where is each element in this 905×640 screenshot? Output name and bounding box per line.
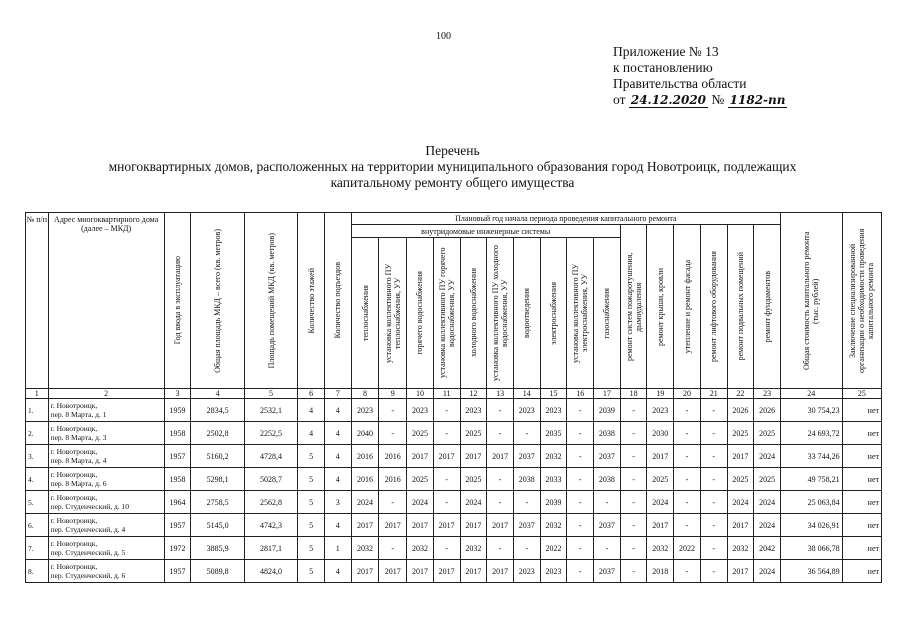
row-plan-year: 2025 <box>727 468 754 491</box>
appendix-line-3: Правительства области <box>613 76 747 91</box>
row-address <box>48 468 164 491</box>
row-plan-year: - <box>487 422 514 445</box>
row-plan-year: - <box>567 399 594 422</box>
row-area-total: 2758,5 <box>191 491 244 514</box>
row-plan-year: - <box>620 514 647 537</box>
row-plan-year: - <box>567 537 594 560</box>
row-plan-year: 2022 <box>674 537 701 560</box>
column-number: 21 <box>700 389 727 399</box>
row-plan-year: 2037 <box>594 514 621 537</box>
header-system-2: установка коллективного ПУ теплоснабжения, УУ <box>379 238 407 389</box>
row-conclusion: нет <box>842 445 881 468</box>
row-plan-year: 2023 <box>513 399 540 422</box>
handwritten-date: 24.12.2020 <box>630 93 707 107</box>
row-plan-year: 2017 <box>379 560 407 583</box>
row-plan-year: 2025 <box>647 468 674 491</box>
column-number: 25 <box>842 389 881 399</box>
row-plan-year: - <box>513 537 540 560</box>
column-number: 4 <box>191 389 244 399</box>
row-plan-year: - <box>674 514 701 537</box>
row-plan-year: 2016 <box>379 468 407 491</box>
row-area-total: 3885,9 <box>191 537 244 560</box>
column-number: 12 <box>460 389 487 399</box>
row-year: 1957 <box>164 560 191 583</box>
row-entrances: 4 <box>324 399 351 422</box>
column-number: 20 <box>674 389 701 399</box>
row-plan-year: 2025 <box>754 422 781 445</box>
row-entrances: 4 <box>324 422 351 445</box>
row-area-rooms: 4742,3 <box>244 514 297 537</box>
address-street: пер. Студенческий, д. 6 <box>50 571 126 580</box>
header-conclusion: Заключение специализированной организации о необходимости проведения капитального ремонта <box>842 213 881 389</box>
table-row <box>26 560 882 583</box>
column-number: 10 <box>407 389 434 399</box>
row-area-total: 5160,2 <box>191 445 244 468</box>
row-plan-year: - <box>379 422 407 445</box>
header-cost: Общая стоимость капитального ремонта (тыс. рублей) <box>780 213 842 389</box>
row-entrances: 4 <box>324 468 351 491</box>
row-plan-year: - <box>700 560 727 583</box>
row-conclusion: нет <box>842 537 881 560</box>
row-plan-year: 2023 <box>540 399 567 422</box>
row-plan-year: 2038 <box>513 468 540 491</box>
row-entrances: 4 <box>324 514 351 537</box>
appendix-line-1: Приложение № 13 <box>613 44 719 59</box>
row-plan-year: - <box>700 468 727 491</box>
row-plan-year: 2017 <box>487 560 514 583</box>
table-row <box>26 537 882 560</box>
column-number: 18 <box>620 389 647 399</box>
row-plan-year: 2017 <box>407 514 434 537</box>
column-number: 5 <box>244 389 297 399</box>
row-floors: 5 <box>298 445 325 468</box>
header-plan: Плановый год начала периода проведения капитального ремонта <box>351 213 780 225</box>
row-plan-year: 2040 <box>351 422 379 445</box>
row-cost: 25 063,84 <box>780 491 842 514</box>
table-row <box>26 468 882 491</box>
row-year: 1957 <box>164 445 191 468</box>
row-plan-year: 2032 <box>540 445 567 468</box>
row-area-total: 2834,5 <box>191 399 244 422</box>
row-plan-year: 2017 <box>647 514 674 537</box>
row-cost: 36 564,89 <box>780 560 842 583</box>
row-area-rooms: 5028,7 <box>244 468 297 491</box>
row-plan-year: - <box>567 445 594 468</box>
header-system-1: теплоснабжения <box>351 238 379 389</box>
row-plan-year: 2042 <box>754 537 781 560</box>
row-number: 1. <box>26 399 49 422</box>
row-plan-year: 2037 <box>594 445 621 468</box>
row-plan-year: 2032 <box>540 514 567 537</box>
row-address <box>48 422 164 445</box>
row-cost: 49 758,21 <box>780 468 842 491</box>
row-plan-year: 2017 <box>727 514 754 537</box>
row-plan-year: - <box>513 491 540 514</box>
table-row <box>26 514 882 537</box>
row-plan-year: - <box>700 422 727 445</box>
column-number: 16 <box>567 389 594 399</box>
address-city: г. Новотроицк, <box>50 447 98 456</box>
row-address <box>48 560 164 583</box>
row-plan-year: - <box>513 422 540 445</box>
row-area-rooms: 2252,5 <box>244 422 297 445</box>
row-plan-year: 2023 <box>407 399 434 422</box>
address-street: пер. 8 Марта, д. 4 <box>50 456 107 465</box>
row-plan-year: - <box>433 537 460 560</box>
header-system-3: горячего водоснабжения <box>407 238 434 389</box>
row-year: 1959 <box>164 399 191 422</box>
row-plan-year: 2024 <box>754 560 781 583</box>
row-plan-year: 2023 <box>460 399 487 422</box>
row-floors: 5 <box>298 491 325 514</box>
from-label: от <box>613 92 626 107</box>
row-plan-year: 2024 <box>754 445 781 468</box>
column-number: 14 <box>513 389 540 399</box>
row-plan-year: 2017 <box>379 514 407 537</box>
row-year: 1972 <box>164 537 191 560</box>
header-entrances: Количество подъездов <box>324 213 351 389</box>
row-plan-year: - <box>567 468 594 491</box>
header-roof: ремонт крыши, кровли <box>647 225 674 389</box>
row-plan-year: 2025 <box>407 422 434 445</box>
title-line-2: многоквартирных домов, расположенных на территории муниципального образования город Новотроицк, подлежащих <box>108 159 797 174</box>
row-plan-year: - <box>487 537 514 560</box>
row-conclusion: нет <box>842 399 881 422</box>
row-plan-year: 2032 <box>727 537 754 560</box>
row-floors: 4 <box>298 399 325 422</box>
row-floors: 5 <box>298 537 325 560</box>
row-conclusion: нет <box>842 514 881 537</box>
column-number: 24 <box>780 389 842 399</box>
header-foundation: ремонт фундаментов <box>754 225 781 389</box>
row-plan-year: - <box>487 399 514 422</box>
table-row <box>26 445 882 468</box>
row-plan-year: - <box>674 468 701 491</box>
row-address <box>48 514 164 537</box>
row-plan-year: 2032 <box>647 537 674 560</box>
row-area-rooms: 4824,0 <box>244 560 297 583</box>
row-number: 8. <box>26 560 49 583</box>
header-system-8: электроснабжения <box>540 238 567 389</box>
row-plan-year: 2025 <box>460 468 487 491</box>
header-system-5: холодного водоснабжения <box>460 238 487 389</box>
row-plan-year: - <box>700 399 727 422</box>
row-plan-year: 2024 <box>727 491 754 514</box>
row-plan-year: - <box>594 537 621 560</box>
header-lift: ремонт лифтового оборудования <box>700 225 727 389</box>
column-number: 22 <box>727 389 754 399</box>
row-plan-year: 2017 <box>460 445 487 468</box>
row-plan-year: 2039 <box>540 491 567 514</box>
row-address <box>48 537 164 560</box>
row-plan-year: - <box>487 491 514 514</box>
row-plan-year: 2038 <box>594 422 621 445</box>
row-plan-year: - <box>620 560 647 583</box>
row-address <box>48 399 164 422</box>
row-entrances: 4 <box>324 445 351 468</box>
row-plan-year: 2017 <box>433 514 460 537</box>
appendix-line-4 <box>613 92 787 108</box>
row-plan-year: - <box>674 491 701 514</box>
row-area-total: 5298,1 <box>191 468 244 491</box>
row-floors: 5 <box>298 468 325 491</box>
header-internal-systems: внутридомовые инженерные системы <box>351 225 620 238</box>
row-plan-year: 2035 <box>540 422 567 445</box>
row-plan-year: - <box>674 445 701 468</box>
row-plan-year: 2017 <box>727 560 754 583</box>
row-plan-year: - <box>433 491 460 514</box>
row-plan-year: - <box>674 560 701 583</box>
row-plan-year: 2033 <box>540 468 567 491</box>
row-plan-year: 2025 <box>754 468 781 491</box>
row-entrances: 4 <box>324 560 351 583</box>
column-number: 13 <box>487 389 514 399</box>
address-street: пер. Студенческий, д. 4 <box>50 525 126 534</box>
row-number: 3. <box>26 445 49 468</box>
row-area-rooms: 2817,1 <box>244 537 297 560</box>
address-city: г. Новотроицк, <box>50 562 98 571</box>
row-entrances: 1 <box>324 537 351 560</box>
row-plan-year: 2017 <box>433 560 460 583</box>
column-number: 17 <box>594 389 621 399</box>
row-floors: 5 <box>298 514 325 537</box>
row-area-rooms: 2562,8 <box>244 491 297 514</box>
row-plan-year: 2016 <box>351 445 379 468</box>
column-number: 19 <box>647 389 674 399</box>
column-number: 23 <box>754 389 781 399</box>
row-entrances: 3 <box>324 491 351 514</box>
row-year: 1957 <box>164 514 191 537</box>
row-area-rooms: 4728,4 <box>244 445 297 468</box>
row-plan-year: - <box>567 560 594 583</box>
row-cost: 33 744,26 <box>780 445 842 468</box>
header-floors: Количество этажей <box>298 213 325 389</box>
row-plan-year: - <box>433 422 460 445</box>
row-plan-year: - <box>379 537 407 560</box>
row-plan-year: 2024 <box>647 491 674 514</box>
address-city: г. Новотроицк, <box>50 539 98 548</box>
row-plan-year: 2017 <box>647 445 674 468</box>
buildings-table <box>25 212 882 583</box>
row-plan-year: 2023 <box>540 560 567 583</box>
row-plan-year: - <box>620 468 647 491</box>
address-street: пер. Студенческий, д. 5 <box>50 548 126 557</box>
row-conclusion: нет <box>842 491 881 514</box>
row-plan-year: 2024 <box>460 491 487 514</box>
number-label: № <box>711 92 725 107</box>
row-year: 1964 <box>164 491 191 514</box>
row-plan-year: 2032 <box>460 537 487 560</box>
page-number: 100 <box>436 31 451 42</box>
row-number: 7. <box>26 537 49 560</box>
column-number: 6 <box>298 389 325 399</box>
row-address <box>48 491 164 514</box>
row-year: 1958 <box>164 422 191 445</box>
row-plan-year: - <box>700 537 727 560</box>
row-number: 5. <box>26 491 49 514</box>
row-plan-year: - <box>594 491 621 514</box>
row-plan-year: 2032 <box>407 537 434 560</box>
row-conclusion: нет <box>842 422 881 445</box>
header-system-7: водоотведения <box>513 238 540 389</box>
row-plan-year: 2039 <box>594 399 621 422</box>
column-number: 8 <box>351 389 379 399</box>
row-plan-year: - <box>700 491 727 514</box>
column-number: 3 <box>164 389 191 399</box>
row-plan-year: 2025 <box>460 422 487 445</box>
header-area-rooms: Площадь помещений МКД (кв. метров) <box>244 213 297 389</box>
row-plan-year: - <box>567 514 594 537</box>
row-plan-year: 2022 <box>540 537 567 560</box>
row-plan-year: 2017 <box>351 514 379 537</box>
row-area-total: 2502,8 <box>191 422 244 445</box>
row-cost: 38 066,78 <box>780 537 842 560</box>
address-city: г. Новотроицк, <box>50 516 98 525</box>
row-plan-year: - <box>567 422 594 445</box>
row-plan-year: - <box>379 399 407 422</box>
row-plan-year: 2017 <box>460 514 487 537</box>
row-area-total: 5145,0 <box>191 514 244 537</box>
row-plan-year: - <box>700 445 727 468</box>
row-cost: 34 026,91 <box>780 514 842 537</box>
header-system-4: установка коллективного ПУ горячего водоснабжения, УУ <box>433 238 460 389</box>
header-year: Год ввода в эксплуатацию <box>164 213 191 389</box>
appendix-line-2: к постановлению <box>613 60 713 75</box>
table-row <box>26 399 882 422</box>
header-system-10: газоснабжения <box>594 238 621 389</box>
row-plan-year: 2038 <box>594 468 621 491</box>
row-plan-year: 2018 <box>647 560 674 583</box>
row-plan-year: 2017 <box>727 445 754 468</box>
header-area-total: Общая площадь МКД – всего (кв. метров) <box>191 213 244 389</box>
row-plan-year: - <box>674 422 701 445</box>
row-plan-year: 2026 <box>754 399 781 422</box>
row-plan-year: 2030 <box>647 422 674 445</box>
row-conclusion: нет <box>842 560 881 583</box>
table-row <box>26 422 882 445</box>
row-plan-year: 2024 <box>351 491 379 514</box>
row-plan-year: 2037 <box>513 445 540 468</box>
handwritten-number: 1182-пп <box>729 93 786 107</box>
row-plan-year: - <box>620 491 647 514</box>
row-plan-year: 2016 <box>379 445 407 468</box>
row-plan-year: 2025 <box>727 422 754 445</box>
address-city: г. Новотроицк, <box>50 493 98 502</box>
row-plan-year: 2025 <box>407 468 434 491</box>
header-fire: ремонт систем пожаротушения, дымоудаления <box>620 225 647 389</box>
row-plan-year: 2032 <box>351 537 379 560</box>
row-number: 4. <box>26 468 49 491</box>
row-plan-year: 2037 <box>513 514 540 537</box>
row-floors: 4 <box>298 422 325 445</box>
row-plan-year: - <box>620 445 647 468</box>
column-number: 11 <box>433 389 460 399</box>
row-address <box>48 445 164 468</box>
column-number: 9 <box>379 389 407 399</box>
row-plan-year: 2024 <box>754 514 781 537</box>
row-plan-year: 2017 <box>351 560 379 583</box>
row-plan-year: - <box>620 422 647 445</box>
row-plan-year: - <box>433 399 460 422</box>
row-area-total: 5089,8 <box>191 560 244 583</box>
address-street: пер. 8 Марта, д. 3 <box>50 433 107 442</box>
row-cost: 30 754,23 <box>780 399 842 422</box>
table-row <box>26 491 882 514</box>
row-plan-year: - <box>379 491 407 514</box>
row-plan-year: 2023 <box>351 399 379 422</box>
header-facade: утепление и ремонт фасада <box>674 225 701 389</box>
row-floors: 5 <box>298 560 325 583</box>
appendix-block <box>613 44 787 108</box>
row-plan-year: 2017 <box>433 445 460 468</box>
title-line-3: капитальному ремонту общего имущества <box>330 175 575 190</box>
row-number: 2. <box>26 422 49 445</box>
column-number: 1 <box>26 389 49 399</box>
header-system-6: установка коллективного ПУ холодного водоснабжения, УУ <box>487 238 514 389</box>
header-basement: ремонт подвальных помещений <box>727 225 754 389</box>
row-plan-year: 2026 <box>727 399 754 422</box>
address-street: пер. 8 Марта, д. 6 <box>50 479 107 488</box>
row-plan-year: - <box>700 514 727 537</box>
address-street: пер. Студенческий, д. 10 <box>50 502 130 511</box>
header-address: Адрес многоквартирного дома (далее – МКД) <box>48 213 164 389</box>
row-plan-year: - <box>674 399 701 422</box>
row-plan-year: 2016 <box>351 468 379 491</box>
row-plan-year: - <box>620 399 647 422</box>
column-number: 15 <box>540 389 567 399</box>
document-title <box>0 143 905 191</box>
row-plan-year: 2024 <box>754 491 781 514</box>
row-plan-year: 2017 <box>460 560 487 583</box>
row-plan-year: - <box>487 468 514 491</box>
row-plan-year: - <box>433 468 460 491</box>
row-cost: 24 693,72 <box>780 422 842 445</box>
row-plan-year: 2023 <box>647 399 674 422</box>
row-plan-year: 2017 <box>407 445 434 468</box>
address-city: г. Новотроицк, <box>50 470 98 479</box>
row-plan-year: 2017 <box>487 445 514 468</box>
column-number: 7 <box>324 389 351 399</box>
column-number: 2 <box>48 389 164 399</box>
row-plan-year: 2024 <box>407 491 434 514</box>
row-plan-year: 2017 <box>487 514 514 537</box>
row-year: 1958 <box>164 468 191 491</box>
header-system-9: установка коллективного ПУ электроснабжения, УУ <box>567 238 594 389</box>
address-street: пер. 8 Марта, д. 1 <box>50 410 107 419</box>
row-plan-year: - <box>620 537 647 560</box>
row-plan-year: 2017 <box>407 560 434 583</box>
header-num: № п/п <box>26 213 49 389</box>
row-area-rooms: 2532,1 <box>244 399 297 422</box>
row-conclusion: нет <box>842 468 881 491</box>
row-plan-year: - <box>567 491 594 514</box>
row-plan-year: 2037 <box>594 560 621 583</box>
title-line-1: Перечень <box>425 143 480 158</box>
row-plan-year: 2023 <box>513 560 540 583</box>
address-city: г. Новотроицк, <box>50 401 98 410</box>
row-number: 6. <box>26 514 49 537</box>
address-city: г. Новотроицк, <box>50 424 98 433</box>
